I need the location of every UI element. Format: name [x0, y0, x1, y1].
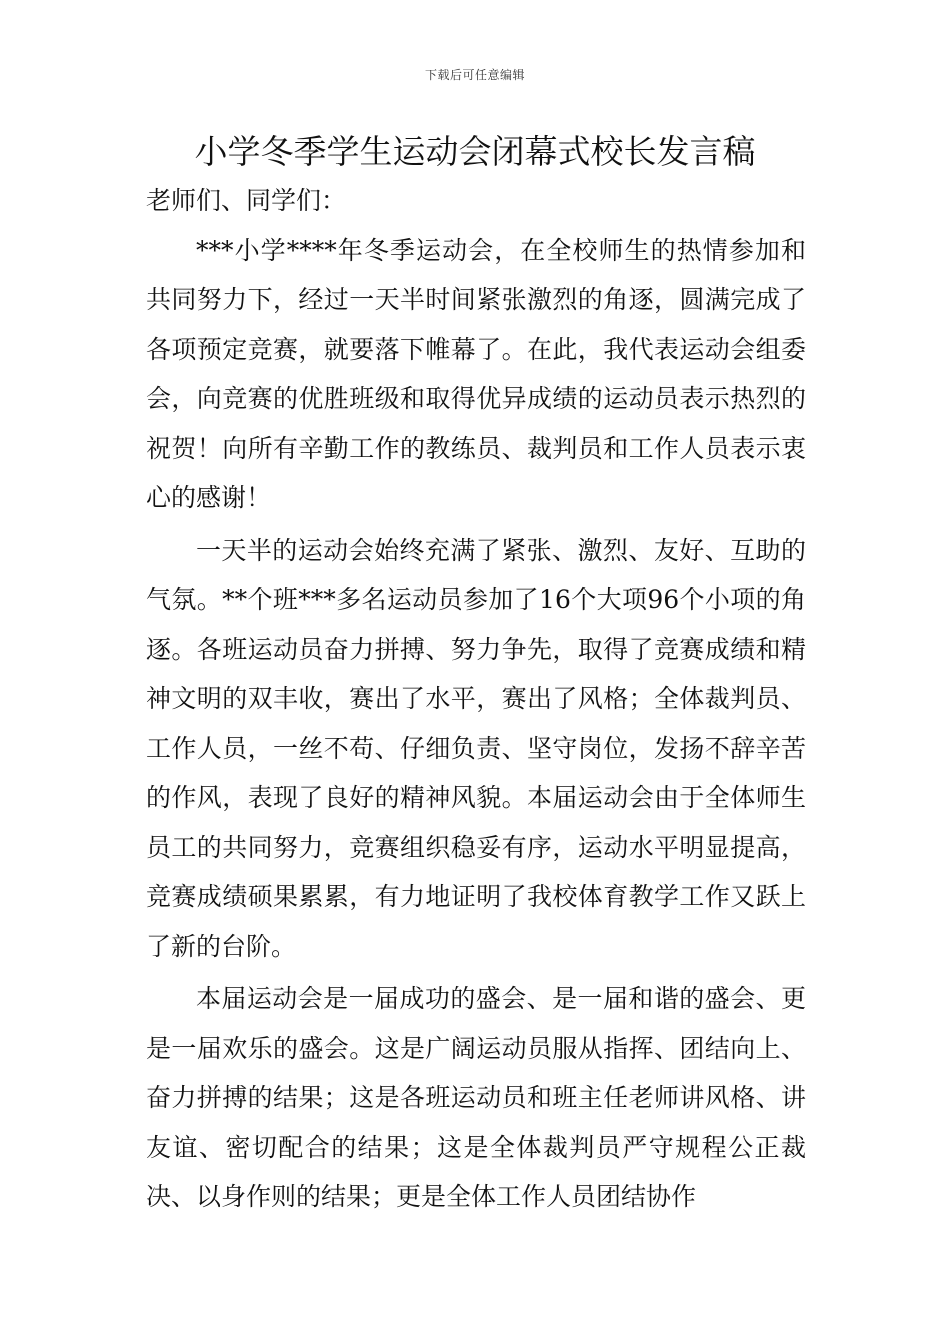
paragraph: 一天半的运动会始终充满了紧张、激烈、友好、互助的气氛。**个班***多名运动员参加了16个大项96个小项的角逐。各班运动员奋力拼搏、努力争先，取得了竞赛成绩和精神文明的双丰收，赛出了水平，赛出了风格；全体裁判员、工作人员，一丝不苟、仔细负责、坚守岗位，发扬不辞辛苦的作风，表现了良好的精神风貌。本届运动会由于全体师生员工的共同努力，竞赛组织稳妥有序，运动水平明显提高，竞赛成绩硕果累累，有力地证明了我校体育教学工作又跃上了新的台阶。: [146, 535, 806, 961]
header-note: 下载后可任意编辑: [424, 68, 525, 82]
paragraph: 本届运动会是一届成功的盛会、是一届和谐的盛会、更是一届欢乐的盛会。这是广阔运动员服从指挥、团结向上、奋力拼搏的结果；这是各班运动员和班主任老师讲风格、讲友谊、密切配合的结果；这是全体裁判员严守规程公正裁决、以身作则的结果；更是全体工作人员团结协作: [146, 984, 806, 1211]
document-body: [146, 176, 806, 1225]
paragraph: ***小学****年冬季运动会，在全校师生的热情参加和共同努力下，经过一天半时间紧张激烈的角逐，圆满完成了各项预定竞赛，就要落下帷幕了。在此，我代表运动会组委会，向竞赛的优胜班级和取得优异成绩的运动员表示热烈的祝贺！向所有辛勤工作的教练员、裁判员和工作人员表示衷心的感谢！: [146, 235, 806, 512]
document-title: 小学冬季学生运动会闭幕式校长发言稿: [194, 132, 756, 171]
salutation: 老师们、同学们：: [146, 186, 347, 215]
